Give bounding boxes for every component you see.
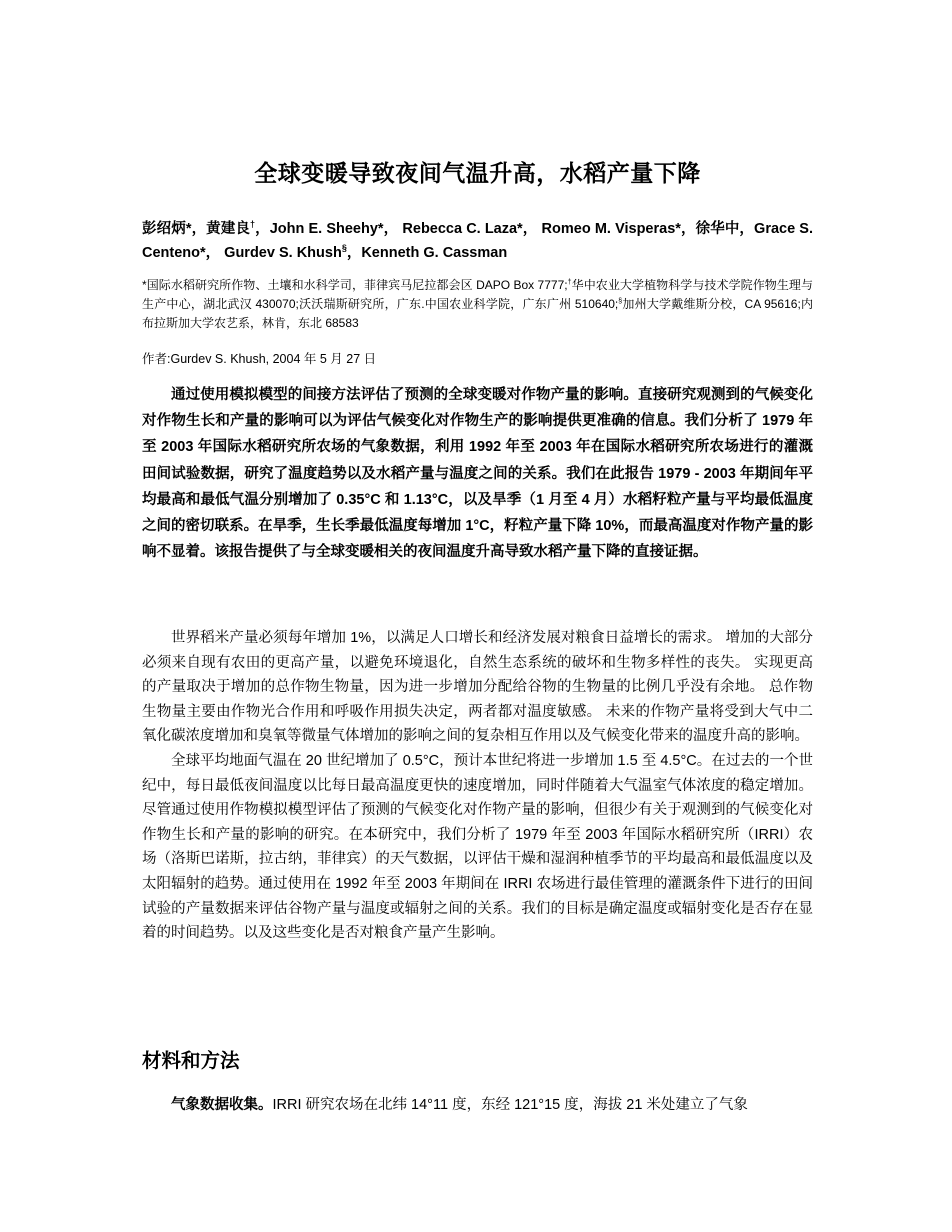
section-mark: § bbox=[341, 243, 347, 253]
intro-paragraph-2: 全球平均地面气温在 20 世纪增加了 0.5°C，预计本世纪将进一步增加 1.5 至 4.5°C。在过去的一个世纪中，每日最低夜间温度以比每日最高温度更快的速度增加，同时伴随着大气温室气体浓度的稳定增加。尽管通过使用作物模拟模型评估了预测的气候变化对作物产量的影响，但很少有关于观测到的气候变化对作物生长和产量的影响的研究。在本研究中，我们分析了 1979 年至 2003 年国际水稻研究所（IRRI）农场（洛斯巴诺斯，拉古纳，菲律宾）的天气数据，以评估干燥和湿润种植季节的平均最高和最低温度以及太阳辐射的趋势。通过使用在 1992 年至 2003 年期间在 IRRI 农场进行最佳管理的灌溉条件下进行的田间试验的产量数据来评估谷物产量与温度或辐射之间的关系。我们的目标是确定温度或辐射变化是否存在显着的时间趋势。以及这些变化是否对粮食产量产生影响。 bbox=[142, 752, 813, 942]
affiliation-dagger-mark: † bbox=[567, 279, 572, 286]
authors-part-2: ，John E. Sheehy*， Rebecca C. Laza*， Romeo M. Visperas*，徐华中，Grace S. Centeno*， Gurdev S. Khush bbox=[142, 221, 813, 261]
dagger-mark: † bbox=[250, 219, 256, 229]
authors-part-1: 彭绍炳*，黄建良 bbox=[142, 221, 250, 237]
affiliations bbox=[142, 276, 813, 333]
introduction bbox=[142, 626, 813, 946]
affiliation-section-mark: § bbox=[618, 298, 623, 305]
byline: 作者:Gurdev S. Khush, 2004 年 5 月 27 日 bbox=[142, 352, 377, 366]
methods-paragraph bbox=[142, 1093, 813, 1118]
affiliation-part-3: 加州大学戴维斯分校，CA 95616;内布拉斯加大学农艺系，林肯，东北 68583 bbox=[142, 297, 814, 330]
abstract: 通过使用模拟模型的间接方法评估了预测的全球变暖对作物产量的影响。直接研究观测到的气候变化对作物生长和产量的影响可以为评估气候变化对作物生产的影响提供更准确的信息。我们分析了 1979 年至 2003 年国际水稻研究所农场的气象数据，利用 1992 年至 2003 年在国际水稻研究所农场进行的灌溉田间试验数据，研究了温度趋势以及水稻产量与温度之间的关系。我们在此报告 1979 - 2003 年期间年平均最高和最低气温分别增加了 0.35°C 和 1.13°C，以及旱季（1 月至 4 月）水稻籽粒产量与平均最低温度之间的密切联系。在旱季，生长季最低温度每增加 1°C，籽粒产量下降 10%，而最高温度对作物产量的影响不显着。该报告提供了与全球变暖相关的夜间温度升高导致水稻产量下降的直接证据。 bbox=[142, 387, 813, 561]
affiliation-part-1: *国际水稻研究所作物、土壤和水科学司，菲律宾马尼拉都会区 DAPO Box 7777; bbox=[142, 278, 568, 292]
methods-lead: 气象数据收集。 bbox=[171, 1097, 273, 1113]
intro-paragraph-1: 世界稻米产量必须每年增加 1%，以满足人口增长和经济发展对粮食日益增长的需求。 增加的大部分必须来自现有农田的更高产量，以避免环境退化，自然生态系统的破坏和生物多样性的丧失。 实现更高的产量取决于增加的总作物生物量，因为进一步增加分配给谷物的生物量的比例几乎没有余地。 总作物生物量主要由作物光合作用和呼吸作用损失决定，两者都对温度敏感。 未来的作物产量将受到大气中二氧化碳浓度增加和臭氧等微量气体增加的影响之间的复杂相互作用以及气候变化带来的温度升高的影响。 bbox=[142, 630, 813, 745]
paper-title: 全球变暖导致夜间气温升高，水稻产量下降 bbox=[254, 161, 701, 187]
section-heading-methods: 材料和方法 bbox=[142, 1049, 240, 1072]
author-list bbox=[142, 217, 813, 265]
methods-text: IRRI 研究农场在北纬 14°11 度，东经 121°15 度，海拔 21 米处建立了气象 bbox=[272, 1097, 748, 1113]
authors-part-3: ，Kenneth G. Cassman bbox=[346, 245, 508, 261]
affiliation-part-2: 华中农业大学植物科学与技术学院作物生理与生产中心，湖北武汉 430070;沃沃瑞斯研究所，广东.中国农业科学院，广东广州 510640; bbox=[142, 278, 813, 311]
